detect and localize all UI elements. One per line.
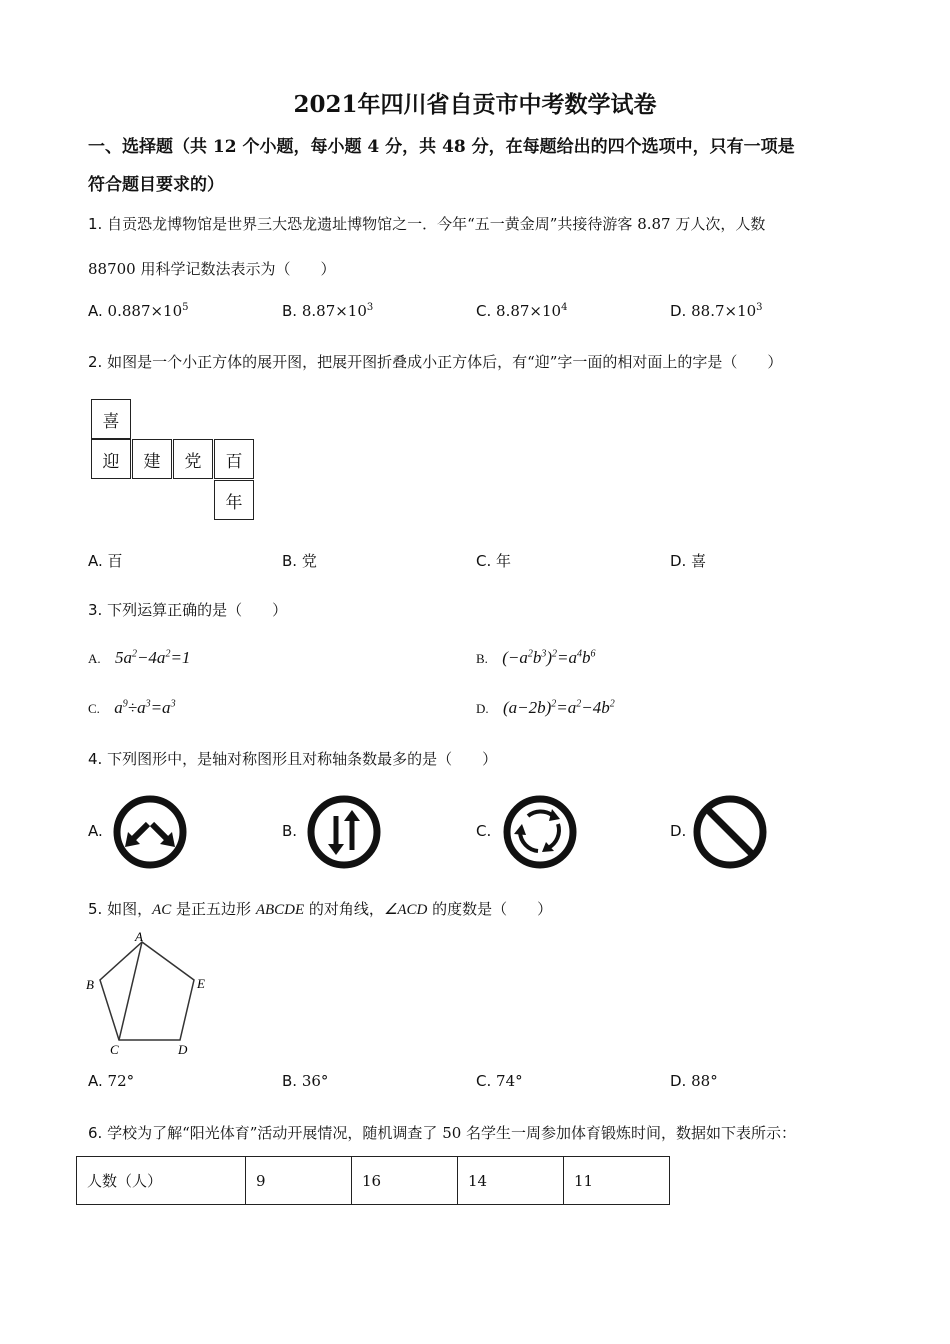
table-cell: 14 <box>458 1157 564 1205</box>
prohibition-sign-icon <box>692 794 768 870</box>
table-cell: 人数（人） <box>77 1157 246 1205</box>
question-1-line1: 1. 自贡恐龙博物馆是世界三大恐龙遗址博物馆之一．今年“五一黄金周”共接待游客 8.87 万人次，人数 <box>88 215 766 233</box>
roundabout-sign-icon <box>502 794 578 870</box>
question-2: 2. 如图是一个小正方体的展开图，把展开图折叠成小正方体后，有“迎”字一面的相对面上的字是（ ） <box>88 353 783 371</box>
q3-option-b[interactable]: B. $(-a^2b^3)^2=a^4b^6$ <box>476 648 596 667</box>
q2-option-d[interactable]: D. 喜 <box>670 552 707 570</box>
q4-option-d[interactable]: D. <box>670 822 687 840</box>
q2-option-b[interactable]: B. 党 <box>282 552 317 570</box>
q1-option-b[interactable]: B. $8.87\times 10^3$ <box>282 302 374 320</box>
net-cell: 迎 <box>91 439 131 479</box>
net-cell: 喜 <box>91 399 131 439</box>
q4-option-a[interactable]: A. <box>88 822 103 840</box>
q3-option-a[interactable]: A. $5a^2-4a^2=1$ <box>88 648 191 667</box>
vertex-label-d: D <box>178 1042 188 1057</box>
table-cell: 9 <box>246 1157 352 1205</box>
q1-option-d[interactable]: D. $88.7\times 10^3$ <box>670 302 763 320</box>
q3-option-d[interactable]: D. $(a-2b)^2=a^2-4b^2$ <box>476 698 615 717</box>
q5-option-b[interactable]: B. 36° <box>282 1072 329 1090</box>
vertex-label-e: E <box>197 976 205 991</box>
section-heading-line1: 一、选择题（共 12 个小题，每小题 4 分，共 48 分，在每题给出的四个选项中，只有一项是 <box>88 137 795 157</box>
q3-option-c[interactable]: C. $a^9\div a^3=a^3$ <box>88 698 176 717</box>
vertex-label-c: C <box>110 1042 119 1057</box>
q1-option-c[interactable]: C. $8.87\times 10^4$ <box>476 302 568 320</box>
net-cell: 建 <box>132 439 172 479</box>
q1-option-a[interactable]: A. $0.887\times 10^5$ <box>88 302 189 320</box>
q5-option-c[interactable]: C. 74° <box>476 1072 523 1090</box>
table-cell: 16 <box>352 1157 458 1205</box>
net-cell: 党 <box>173 439 213 479</box>
section-heading-line2: 符合题目要求的） <box>88 175 224 195</box>
pentagon-figure <box>84 930 214 1058</box>
diverging-arrows-sign-icon <box>112 794 188 870</box>
question-5: 5. 如图，AC 是正五边形 ABCDE 的对角线，∠ACD 的度数是（ ） <box>88 900 553 918</box>
q5-option-d[interactable]: D. 88° <box>670 1072 718 1090</box>
q4-option-b[interactable]: B. <box>282 822 298 840</box>
question-4: 4. 下列图形中，是轴对称图形且对称轴条数最多的是（ ） <box>88 750 498 768</box>
question-1-line2: 88700 用科学记数法表示为（ ） <box>88 260 336 278</box>
exercise-data-table <box>76 1156 670 1205</box>
vertex-label-a: A <box>135 930 143 944</box>
two-way-traffic-sign-icon <box>306 794 382 870</box>
table-row <box>77 1157 670 1205</box>
q5-option-a[interactable]: A. 72° <box>88 1072 135 1090</box>
vertex-label-b: B <box>86 977 94 992</box>
question-3: 3. 下列运算正确的是（ ） <box>88 601 288 619</box>
cube-net-figure <box>91 399 257 523</box>
table-cell: 11 <box>564 1157 670 1205</box>
q4-option-c[interactable]: C. <box>476 822 492 840</box>
q2-option-c[interactable]: C. 年 <box>476 552 512 570</box>
net-cell: 年 <box>214 480 254 520</box>
exam-title: 2021年四川省自贡市中考数学试卷 <box>293 91 657 118</box>
q2-option-a[interactable]: A. 百 <box>88 552 123 570</box>
question-6: 6. 学校为了解“阳光体育”活动开展情况，随机调查了 50 名学生一周参加体育锻炼时间，数据如下表所示： <box>88 1124 797 1142</box>
net-cell: 百 <box>214 439 254 479</box>
